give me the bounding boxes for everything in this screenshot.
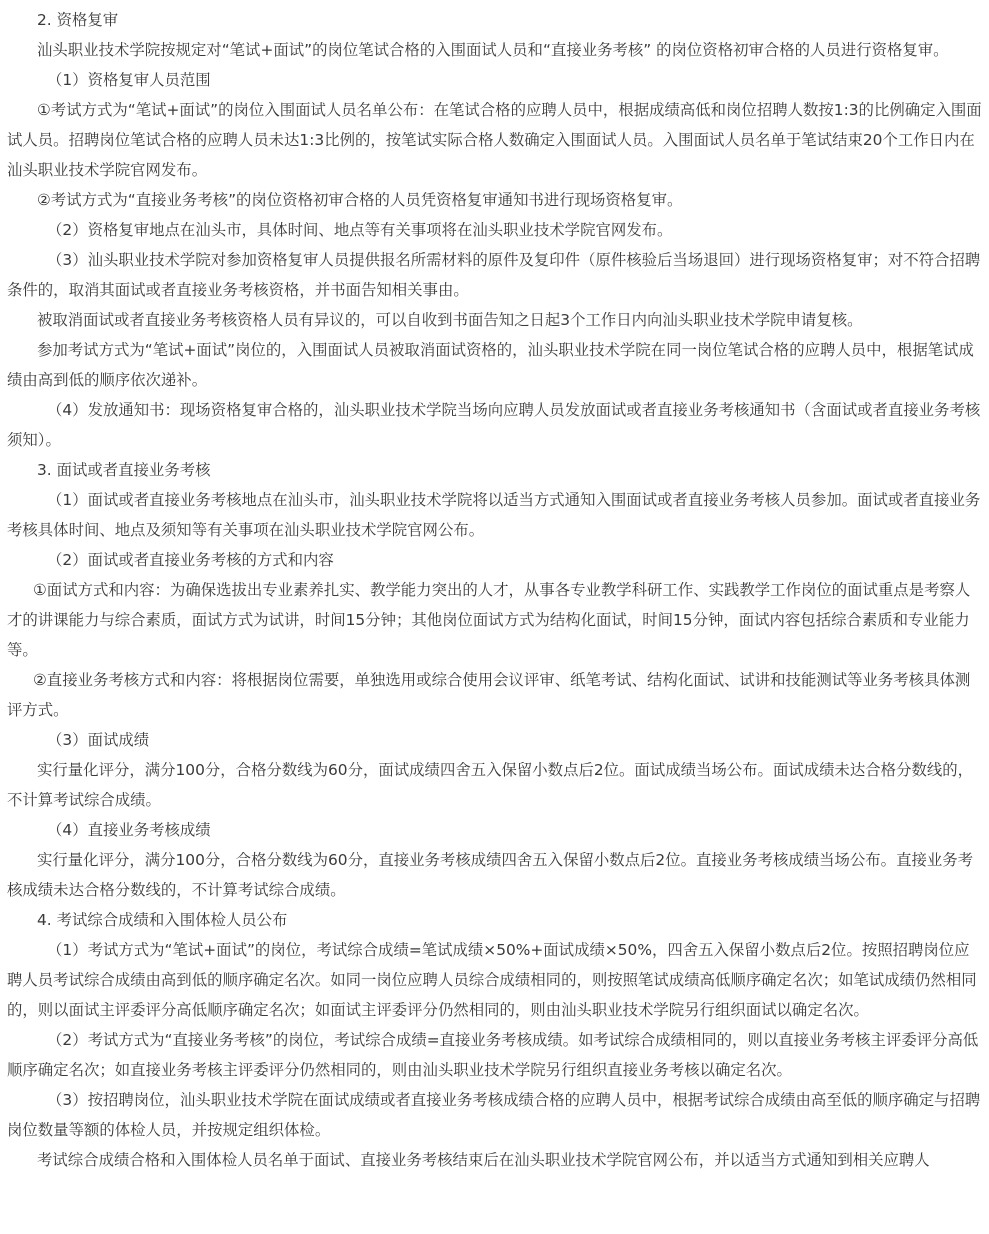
subheading-review-scope: （1）资格复审人员范围 [47, 71, 211, 89]
subheading-interview-score: （3）面试成绩 [47, 731, 150, 749]
section-heading-interview: 3. 面试或者直接业务考核 [37, 461, 211, 479]
paragraph-written-interview-list: ①考试方式为“笔试+面试”的岗位入围面试人员名单公布：在笔试合格的应聘人员中，根据成绩高低和岗位招聘人数按1:3的比例确定入围面试人员。招聘岗位笔试合格的应聘人员未达1:3比例的，按笔试实际合格人数确定入围面试人员。入围面试人员名单于笔试结束20个工作日内在汕头职业技术学院官网发布。 [7, 101, 982, 179]
paragraph-composite-direct-assessment: （2）考试方式为“直接业务考核”的岗位，考试综合成绩=直接业务考核成绩。如考试综合成绩相同的，则以直接业务考核主评委评分高低顺序确定名次；如直接业务考核主评委评分仍然相同的，则由汕头职业技术学院另行组织直接业务考核以确定名次。 [7, 1031, 979, 1079]
paragraph-direct-assessment-score: 实行量化评分，满分100分，合格分数线为60分，直接业务考核成绩四舍五入保留小数点后2位。直接业务考核成绩当场公布。直接业务考核成绩未达合格分数线的，不计算考试综合成绩。 [7, 851, 974, 899]
paragraph-review-location: （2）资格复审地点在汕头市，具体时间、地点等有关事项将在汕头职业技术学院官网发布。 [47, 221, 673, 239]
paragraph-composite-written-interview: （1）考试方式为“笔试+面试”的岗位，考试综合成绩=笔试成绩×50%+面试成绩×50%，四舍五入保留小数点后2位。按照招聘岗位应聘人员考试综合成绩由高到低的顺序确定名次。如同一岗位应聘人员综合成绩相同的，则按照笔试成绩高低顺序确定名次；如笔试成绩仍然相同的，则以面试主评委评分高低顺序确定名次；如面试主评委评分仍然相同的，则由汕头职业技术学院另行组织面试以确定名次。 [7, 941, 977, 1019]
paragraph-direct-assessment-review: ②考试方式为“直接业务考核”的岗位资格初审合格的人员凭资格复审通知书进行现场资格复审。 [37, 191, 683, 209]
paragraph-interview-content: ①面试方式和内容：为确保选拔出专业素养扎实、教学能力突出的人才，从事各专业教学科研工作、实践教学工作岗位的面试重点是考察人才的讲课能力与综合素质，面试方式为试讲，时间15分钟；其他岗位面试方式为结构化面试，时间15分钟，面试内容包括综合素质和专业能力等。 [7, 581, 971, 659]
paragraph-notification: （4）发放通知书：现场资格复审合格的，汕头职业技术学院当场向应聘人员发放面试或者直接业务考核通知书（含面试或者直接业务考核须知）。 [7, 401, 981, 449]
article-body [0, 5, 982, 1175]
paragraph-direct-assessment-content: ②直接业务考核方式和内容：将根据岗位需要，单独选用或综合使用会议评审、纸笔考试、结构化面试、试讲和技能测试等业务考核具体测评方式。 [7, 671, 971, 719]
section-heading-qualification-review: 2. 资格复审 [37, 11, 119, 29]
paragraph-physical-exam: （3）按招聘岗位，汕头职业技术学院在面试成绩或者直接业务考核成绩合格的应聘人员中，根据考试综合成绩由高至低的顺序确定与招聘岗位数量等额的体检人员，并按规定组织体检。 [7, 1091, 981, 1139]
paragraph-intro: 汕头职业技术学院按规定对“笔试+面试”的岗位笔试合格的入围面试人员和“直接业务考核” 的岗位资格初审合格的人员进行资格复审。 [37, 41, 949, 59]
section-heading-composite-score: 4. 考试综合成绩和入围体检人员公布 [37, 911, 288, 929]
paragraph-publication: 考试综合成绩合格和入围体检人员名单于面试、直接业务考核结束后在汕头职业技术学院官网公布，并以适当方式通知到相关应聘人 [37, 1151, 930, 1169]
paragraph-appeal: 被取消面试或者直接业务考核资格人员有异议的，可以自收到书面告知之日起3个工作日内向汕头职业技术学院申请复核。 [37, 311, 863, 329]
subheading-interview-method: （2）面试或者直接业务考核的方式和内容 [47, 551, 334, 569]
paragraph-onsite-review: （3）汕头职业技术学院对参加资格复审人员提供报名所需材料的原件及复印件（原件核验后当场退回）进行现场资格复审；对不符合招聘条件的，取消其面试或者直接业务考核资格，并书面告知相关事由。 [7, 251, 981, 299]
subheading-direct-assessment-score: （4）直接业务考核成绩 [47, 821, 211, 839]
paragraph-replacement: 参加考试方式为“笔试+面试”岗位的，入围面试人员被取消面试资格的，汕头职业技术学院在同一岗位笔试合格的应聘人员中，根据笔试成绩由高到低的顺序依次递补。 [7, 341, 974, 389]
paragraph-interview-score: 实行量化评分，满分100分，合格分数线为60分，面试成绩四舍五入保留小数点后2位。面试成绩当场公布。面试成绩未达合格分数线的，不计算考试综合成绩。 [7, 761, 974, 809]
paragraph-interview-location: （1）面试或者直接业务考核地点在汕头市，汕头职业技术学院将以适当方式通知入围面试或者直接业务考核人员参加。面试或者直接业务考核具体时间、地点及须知等有关事项在汕头职业技术学院官网公布。 [7, 491, 981, 539]
